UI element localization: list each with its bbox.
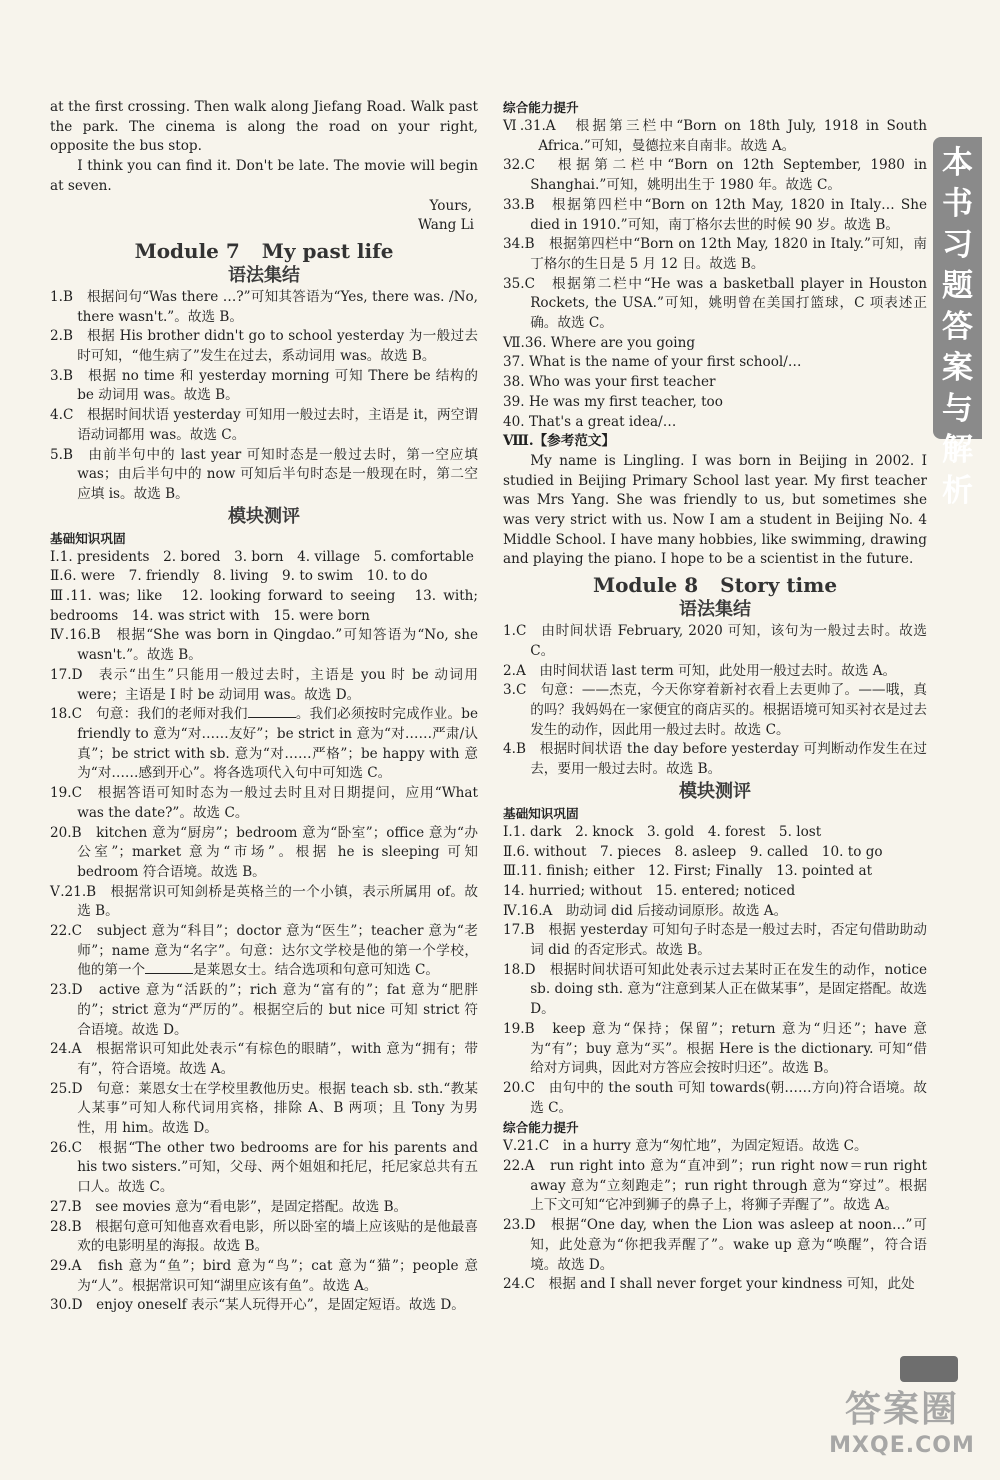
m7-answer-22: [50, 922, 478, 981]
m7-grammar-item: 3.B 根据 no time 和 yesterday morning 可知 There be 结构的 be 动词用 was。故选 B。: [50, 367, 478, 404]
module7-number: Module 7: [134, 238, 240, 263]
essay-label: Ⅷ.【参考范文】: [503, 433, 616, 450]
m8-answer: Ⅳ.16.A 助动词 did 后接动词原形。故选 A。: [503, 902, 788, 919]
m7-answer: 25.D 句意：莱恩女士在学校里教他历史。根据 teach sb. sth.“教某人某事”可知人称代词用宾格，排除 A、B 两项；且 Tony 为男性，用 him。故选 D。: [50, 1080, 478, 1137]
m7-comp-item: Ⅵ.31.A 根据第三栏中“Born on 18th July, 1918 in South Africa.”可知，曼德拉来自南非。故选 A。: [503, 118, 927, 154]
m8-basic-line: Ⅱ.6. without 7. pieces 8. asleep 9. called 10. to go: [503, 843, 883, 860]
q22-part2: 是莱恩女士。结合选项和句意可知选 C。: [193, 962, 439, 979]
answer-blank: [248, 705, 296, 718]
m7-grammar-item: 4.C 根据时间状语 yesterday 可知用一般过去时，主语是 it，两空谓语动词都用 was。故选 C。: [50, 407, 478, 443]
m8-comp-item: Ⅴ.21.C in a hurry 意为“匆忙地”，为固定短语。故选 C。: [503, 1138, 868, 1155]
module7-grammar-heading: 语法集结: [228, 264, 300, 286]
m8-grammar-item: 4.B 根据时间状语 the day before yesterday 可判断动作发生在过去，要用一般过去时。故选 B。: [503, 741, 927, 778]
m7-comp-item: 32.C 根据第二栏中“Born on 12th September, 1980 in Shanghai.”可知，姚明出生于 1980 年。故选 C。: [503, 157, 927, 194]
right-column: [503, 98, 927, 1295]
watermark-domain: MXQE.COM: [829, 1433, 975, 1458]
model-essay: My name is Lingling. I was born in Beijing in 2002. I studied in Beijing Primary School last year. My first teacher was Mrs Yang. She was friendly to us, but sometimes she was very strict with us. Now I am a student in Beijing No. 4 Middle School. I have many hobbies, like swimming, drawing and playing the piano. I hope to be a scientist in the future.: [503, 452, 927, 568]
m7-answer: 17.D 表示“出生”只能用一般过去时，主语是 you 时 be 动词用 were；主语是 I 时 be 动词用 was。故选 D。: [50, 666, 478, 703]
m7-comp-item: 33.B 根据第四栏中“Born on 12th May, 1820 in Italy… She died in 1910.”可知，南丁格尔去世的时候 90 岁。故选 B。: [503, 196, 927, 233]
m8-comp-heading: 综合能力提升: [503, 1120, 579, 1136]
letter-paragraph: I think you can find it. Don't be late. The movie will begin at seven.: [50, 158, 478, 194]
tab-char: 本: [942, 145, 973, 181]
m8-comp-item: 22.A run right into 意为“直冲到”；run right now＝run right away 意为“立刻跑走”；run right through 意为“穿过”。根据上下文可知“它冲到狮子的鼻子上，将狮子弄醒了”。故选 A。: [503, 1158, 927, 1214]
m7-basic-line: Ⅰ.1. presidents 2. bored 3. born 4. village 5. comfortable: [50, 548, 474, 565]
m7-grammar-item: 5.B 由前半句中的 last year 可知时态是一般过去时，第一空应填 was；由后半句中的 now 可知后半句时态是一般现在时，第二空应填 is。故选 B。: [50, 446, 478, 502]
m7-answer: Ⅳ.16.B 根据“She was born in Qingdao.”可知答语为“No, she wasn't.”。故选 B。: [50, 627, 478, 664]
m7-grammar-item: 2.B 根据 His brother didn't go to school yesterday 为一般过去时可知，“他生病了”发生在过去，系动词用 was。故选 B。: [50, 328, 478, 365]
m7-answer: 19.C 根据答语可知时态为一般过去时且对日期提问，应用“What was the date?”。故选 C。: [50, 785, 478, 821]
m8-basic-line: Ⅲ.11. finish; either 12. First; Finally 13. pointed at: [503, 863, 873, 880]
page-number-tab: [900, 1356, 958, 1382]
tab-char: 析: [942, 473, 973, 509]
m7-answer: 29.A fish 意为“鱼”；bird 意为“鸟”；cat 意为“猫”；people 意为“人”。根据常识可知“湖里应该有鱼”。故选 A。: [50, 1257, 478, 1294]
tab-char: 与: [942, 391, 973, 427]
q18-part1: 18.C 句意：我们的老师对我们: [50, 706, 248, 723]
m8-basic-heading: 基础知识巩固: [503, 805, 579, 821]
left-column: [50, 98, 478, 1316]
m8-answer: 19.B keep 意为“保持；保留”；return 意为“归还”；have 意为“有”；buy 意为“买”。根据 Here is the dictionary. 可知“借给对方词典，因此对方答应会按时归还”。故选 B。: [503, 1020, 927, 1077]
m7-answer: 24.A 根据常识可知此处表示“有棕色的眼睛”，with 意为“拥有；带有”，符合语境。故选 A。: [50, 1041, 478, 1077]
tab-char: 习: [942, 227, 973, 263]
module8-title: [503, 572, 927, 598]
m8-basic-line: Ⅰ.1. dark 2. knock 3. gold 4. forest 5. lost: [503, 823, 822, 840]
letter-signature: Wang Li: [417, 217, 474, 234]
module8-grammar-heading: 语法集结: [679, 599, 751, 621]
m7-basic-heading: 基础知识巩固: [50, 530, 126, 546]
m7-answer: 28.B 根据句意可知他喜欢看电影，所以卧室的墙上应该贴的是他最喜欢的电影明星的海报。故选 B。: [50, 1218, 478, 1255]
m8-grammar-item: 1.C 由时间状语 February, 2020 可知，该句为一般过去时。故选 C。: [503, 623, 927, 659]
q18-part2: 。我们必须按时完成作业。be friendly to 意为“对……友好”；be strict in 意为“对……严肃/认真”；be strict with sb. 意为“对……严格”；be happy with 意为“对……感到开心”。将各选项代入句中可知选 C。: [77, 706, 478, 782]
m7-comp-item: 38. Who was your first teacher: [503, 374, 716, 391]
watermark-text: 答案圈: [844, 1389, 959, 1430]
letter-tail: at the first crossing. Then walk along Jiefang Road. Walk past the park. The cinema is along the road on your right, opposite the bus stop.: [50, 99, 478, 155]
m7-comp-item: 40. That's a great idea/…: [503, 413, 677, 430]
m8-grammar-item: 3.C 句意：——杰克，今天你穿着新衬衣看上去更帅了。——哦，真的吗？我妈妈在一家便宜的商店买的。根据语境可知买衬衣是过去发生的动作，因此用一般过去时。故选 C。: [503, 682, 927, 738]
q22-part1: 22.C subject 意为“科目”；doctor 意为“医生”；teacher 意为“老师”；name 意为“名字”。句意：达尔文学校是他的第一个学校，他的第一个: [50, 923, 478, 979]
m8-answer: 20.C 由句中的 the south 可知 towards(朝……方向)符合语境。故选 C。: [503, 1079, 927, 1116]
m7-answer: Ⅴ.21.B 根据常识可知剑桥是英格兰的一个小镇，表示所属用 of。故选 B。: [50, 883, 478, 920]
module7-title: [50, 238, 478, 264]
m7-answer: 30.D enjoy oneself 表示“某人玩得开心”，是固定短语。故选 D。: [50, 1297, 465, 1314]
answer-section-tab: [933, 137, 982, 509]
m7-comp-item: 35.C 根据第二栏中“He was a basketball player in Houston Rockets, the USA.”可知，姚明曾在美国打篮球，C 项表述正确。故选 C。: [503, 275, 927, 332]
m7-answer: 27.B see movies 意为“看电影”，是固定搭配。故选 B。: [50, 1198, 408, 1215]
module8-number: Module 8: [592, 573, 699, 598]
answer-blank: [145, 961, 193, 974]
m7-answer: 20.B kitchen 意为“厨房”；bedroom 意为“卧室”；office 意为“办公室”；market 意为“市场”。根据 he is sleeping 可知 bedroom 符合语境。故选 B。: [50, 824, 478, 880]
m7-basic-line: Ⅱ.6. were 7. friendly 8. living 9. to swim 10. to do: [50, 568, 428, 585]
m7-comp-item: 39. He was my first teacher, too: [503, 393, 723, 410]
tab-char: 解: [942, 432, 973, 468]
m7-basic-line: Ⅲ.11. was; like 12. looking forward to seeing 13. with; bedrooms 14. was strict with 15. were born: [50, 588, 478, 624]
m7-answer: 26.C 根据“The other two bedrooms are for his parents and his two sisters.”可知，父母、两个姐姐和托尼，托尼家总共有五口人。故选 C。: [50, 1139, 478, 1196]
watermark-logo: [812, 1388, 992, 1476]
m7-comp-item: 34.B 根据第四栏中“Born on 12th May, 1820 in Italy.”可知，南丁格尔的生日是 5 月 12 日。故选 B。: [503, 236, 927, 272]
m7-comp-item: Ⅶ.36. Where are you going: [503, 334, 696, 351]
m7-comp-item: 37. What is the name of your first school/…: [503, 354, 802, 371]
module7-name: My past life: [261, 238, 394, 263]
tab-char: 案: [942, 350, 973, 386]
m7-grammar-item: 1.B 根据问句“Was there …?”可知其答语为“Yes, there was. /No, there wasn't.”。故选 B。: [50, 288, 478, 325]
m8-answer: 18.D 根据时间状语可知此处表示过去某时正在发生的动作，notice sb. doing sth. 意为“注意到某人正在做某事”，是固定搭配。故选 D。: [503, 961, 927, 1018]
tab-char: 答: [942, 309, 973, 345]
m7-comp-heading: 综合能力提升: [503, 100, 579, 115]
m8-comp-item: 23.D 根据“One day, when the Lion was asleep at noon…”可知，此处意为“你把我弄醒了”。wake up 意为“唤醒”，符合语境。故选 D。: [503, 1217, 927, 1273]
module7-test-heading: 模块测评: [228, 505, 300, 527]
m8-basic-line: 14. hurried; without 15. entered; noticed: [503, 882, 796, 899]
m7-answer-18: [50, 705, 478, 784]
m8-answer: 17.B 根据 yesterday 可知句子时态是一般过去时，否定句借助助动词 did 的否定形式。故选 B。: [503, 922, 927, 959]
letter-closing: Yours,: [429, 197, 472, 214]
tab-char: 书: [942, 186, 973, 222]
m8-grammar-item: 2.A 由时间状语 last term 可知，此处用一般过去时。故选 A。: [503, 662, 897, 679]
module8-name: Story time: [720, 573, 838, 598]
m7-answer: 23.D active 意为“活跃的”；rich 意为“富有的”；fat 意为“肥胖的”；strict 意为“严厉的”。根据空后的 but nice 可知 strict 符合语境。故选 D。: [50, 982, 478, 1038]
module8-test-heading: 模块测评: [679, 780, 751, 802]
m8-comp-item: 24.C 根据 and I shall never forget your kindness 可知，此处: [503, 1276, 915, 1293]
tab-char: 题: [942, 268, 973, 304]
